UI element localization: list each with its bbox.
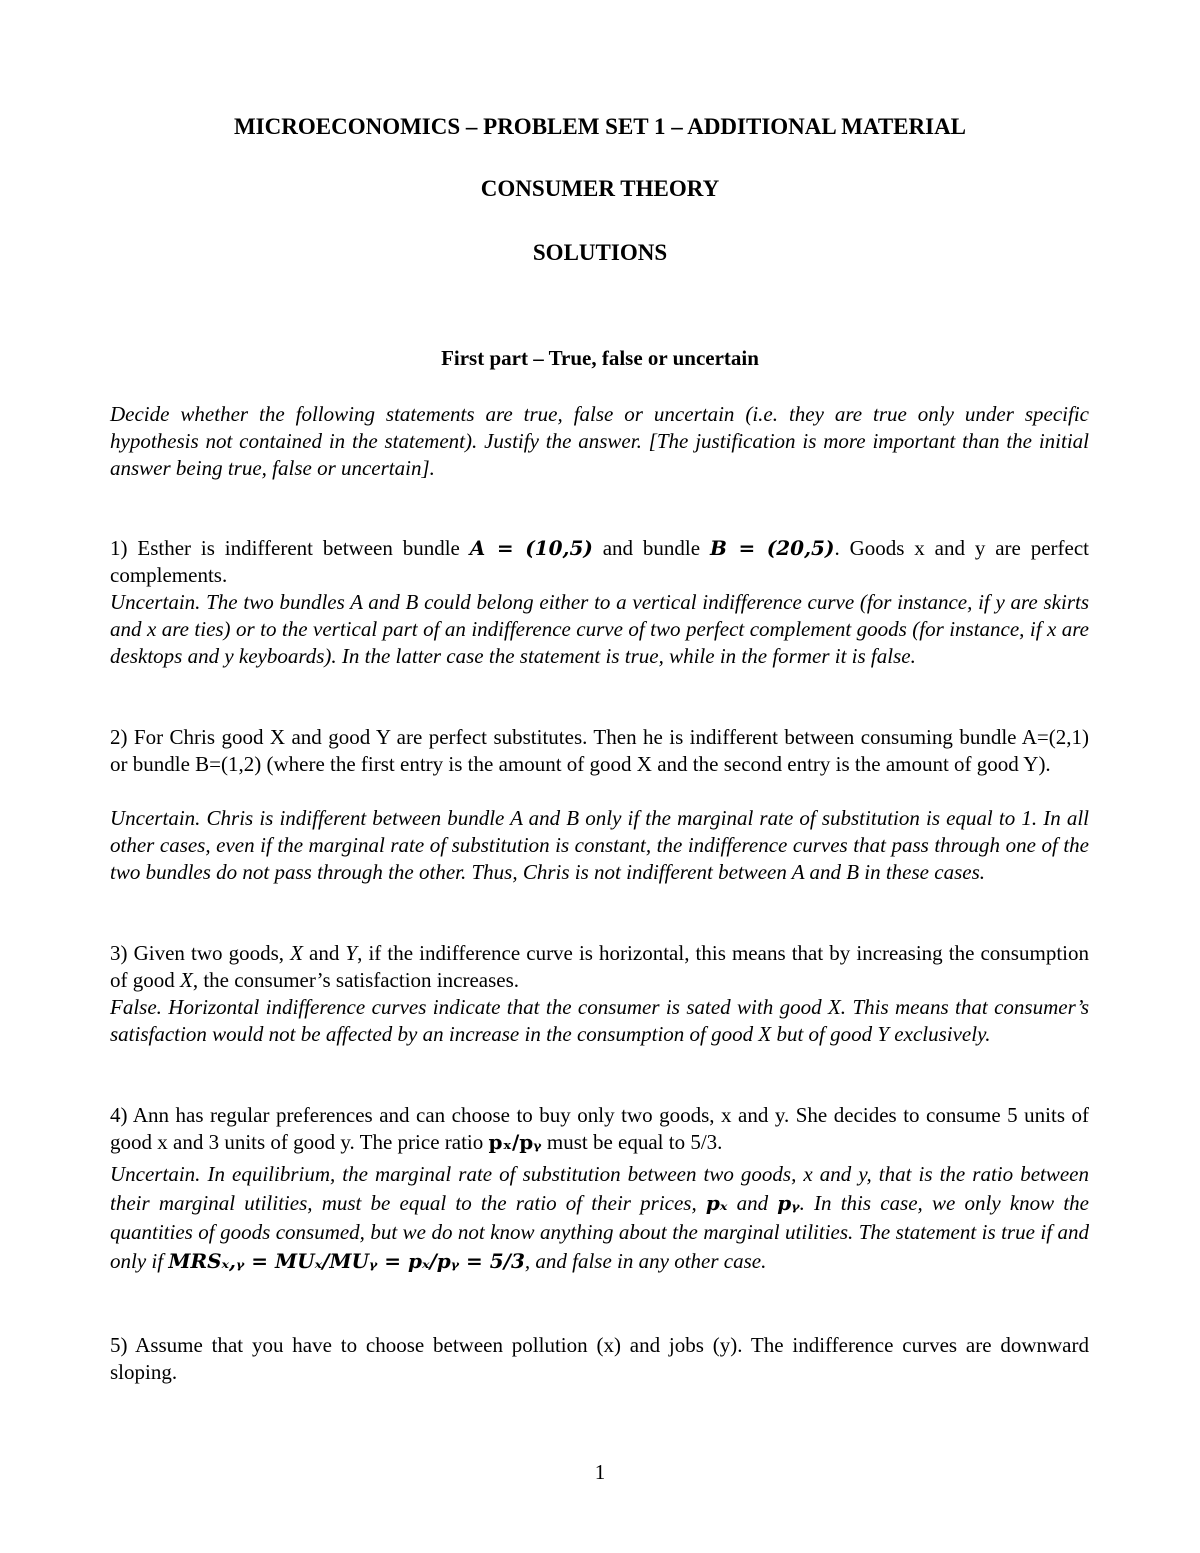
q1-text-post: . Goods x and y are perfect complements. (110, 536, 1090, 587)
answer-3: False. Horizontal indifference curves indicate that the consumer is sated with good X. This means that consumer’s satisfaction would not be affected by an increase in the consumption of good X but of good Y exclusively. (110, 995, 1089, 1046)
a4-text-post: , and false in any other case. (524, 1249, 767, 1273)
document-title: MICROECONOMICS – PROBLEM SET 1 – ADDITIONAL MATERIAL (233, 114, 967, 139)
q3-var-y: Y (345, 941, 358, 965)
q1-text-pre: 1) Esther is indifferent between bundle (110, 536, 470, 560)
answer-1: Uncertain. The two bundles A and B could belong either to a vertical indifference curve (for instance, if y are skirts and x are ties) or to the vertical part of an indifference curve of two perfect complement goods (for instance, if x are desktops and y keyboards). In the latter case the statement is true, while in the former it is false. (110, 590, 1089, 668)
instructions-paragraph: Decide whether the following statements are true, false or uncertain (i.e. they are true only under specific hypothesis not contained in the statement). Justify the answer. [The justification is more important than the initial answer being true, false or uncertain]. (110, 402, 1089, 480)
page-number: 1 (594, 1460, 606, 1484)
q1-bundle-a: A = (10,5) (469, 536, 593, 560)
q4-text-post: must be equal to 5/3. (541, 1130, 723, 1154)
q3-text-post: , the consumer’s satisfaction increases. (192, 968, 520, 992)
question-4 (110, 1102, 1089, 1156)
a4-mrs-equation: MRSₓ,ᵧ = MUₓ/MUᵧ = pₓ/pᵧ = 5/3 (168, 1249, 525, 1273)
q1-text-mid: and bundle (592, 536, 710, 560)
a4-price-x: pₓ (705, 1191, 728, 1215)
q3-text-and: and (302, 941, 346, 965)
question-5: 5) Assume that you have to choose between pollution (x) and jobs (y). The indifference curves are downward sloping. (110, 1333, 1089, 1384)
document-solutions-heading: SOLUTIONS (532, 240, 668, 265)
a4-text-and: and (727, 1191, 778, 1215)
a4-price-y: pᵧ (777, 1191, 800, 1215)
section-title: First part – True, false or uncertain (441, 346, 759, 370)
q3-var-x: X (290, 941, 303, 965)
q3-text-pre: 3) Given two goods, (110, 941, 291, 965)
q4-price-ratio: pₓ/pᵧ (488, 1130, 542, 1154)
question-1 (110, 535, 1089, 589)
a4-text-pre: Uncertain. In equilibrium, the marginal rate of substitution between two goods, x and y, that is the ratio between their marginal utilities, must be equal to the ratio of their prices, (110, 1162, 1089, 1215)
document-subtitle: CONSUMER THEORY (480, 176, 720, 201)
question-3 (110, 940, 1089, 994)
q3-var-x-2: X (180, 968, 193, 992)
answer-4 (110, 1160, 1089, 1276)
q4-text-pre: 4) Ann has regular preferences and can choose to buy only two goods, x and y. She decides to consume 5 units of good x and 3 units of good y. The price ratio (110, 1103, 1089, 1154)
answer-2: Uncertain. Chris is indifferent between bundle A and B only if the marginal rate of substitution is equal to 1. In all other cases, even if the marginal rate of substitution is constant, the indifference curves that pass through one of the two bundles do not pass through the other. Thus, Chris is not indifferent between A and B in these cases. (110, 806, 1089, 884)
question-2: 2) For Chris good X and good Y are perfect substitutes. Then he is indifferent between consuming bundle A=(2,1) or bundle B=(1,2) (where the first entry is the amount of good X and the second entry is the amount of good Y). (110, 725, 1089, 776)
a4-text-mid: . In this case, we only know the quantities of goods consumed, but we do not know anything about the marginal utilities. The statement is true if and only if (110, 1191, 1090, 1273)
q3-text-mid: , if the indifference curve is horizontal, this means that by increasing the consumption of good (110, 941, 1089, 992)
q1-bundle-b: B = (20,5) (709, 536, 835, 560)
